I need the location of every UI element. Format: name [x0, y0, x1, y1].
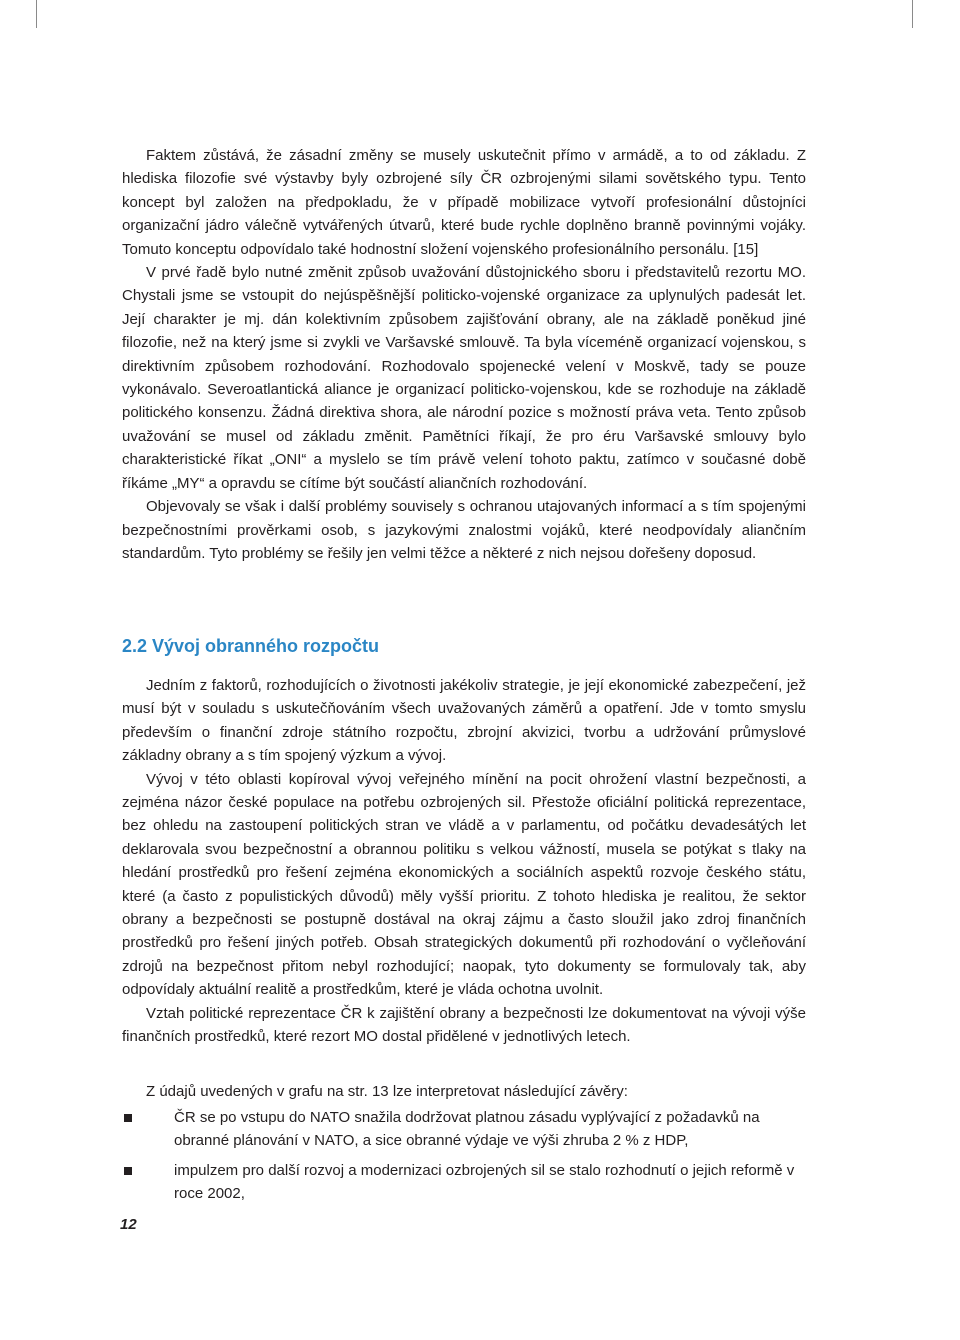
list-item-text: ČR se po vstupu do NATO snažila dodržovat platnou zásadu vyplývající z požadavků na obranné plánování v NATO, a sice obranné výdaje ve výši zhruba 2 % z HDP,	[174, 1109, 760, 1150]
paragraph: Faktem zůstává, že zásadní změny se musely uskutečnit přímo v armádě, a to od základu. Z hlediska filozofie své výstavby byly ozbrojené síly ČR ozbrojenými silami sovětského typu. Tento koncept byl založen na předpokladu, že v případě mobilizace vytvoří profesionální důstojníci organizační jádro válečně vytvářených útvarů, které bude rychle doplněno branně povinnými vojáky. Tomuto konceptu odpovídalo také hodnostní složení vojenského profesionálního personálu. [15]	[122, 147, 806, 258]
square-bullet-icon	[124, 1167, 132, 1175]
body-text-top	[122, 144, 806, 565]
paragraph: Vztah politické reprezentace ČR k zajištění obrany a bezpečnosti lze dokumentovat na vývoji výše finančních prostředků, které rezort MO dostal přidělené v jednotlivých letech.	[122, 1004, 806, 1046]
list-item	[122, 1106, 806, 1153]
paragraph: Vývoj v této oblasti kopíroval vývoj veřejného mínění na pocit ohrožení vlastní bezpečnosti, a zejména názor české populace na potřebu ozbrojených sil. Přestože oficiální politická reprezentace, bez ohledu na zastoupení politických stran ve vládě a v parlamentu, od počátku devadesátých let deklarovala svou bezpečnostní a obrannou politiku s velkou vážností, musela se potýkat s tlaky na hledání prostředků pro řešení zejména ekonomických a sociálních aspektů rozvoje českého státu, které (a často z populistických důvodů) měly vyšší prioritu. Z tohoto hlediska je realitou, že sektor obrany a bezpečnosti se postupně dostával na okraj zájmu a často sloužil jako zdroj finančních prostředků pro řešení jiných potřeb. Obsah strategických dokumentů při rozhodování o vyčleňování zdrojů na bezpečnost přitom nebyl rozhodující; naopak, tyto dokumenty se formulovaly tak, aby odpovídaly aktuální realitě a prostředkům, které je vláda ochotna uvolnit.	[122, 770, 806, 999]
square-bullet-icon	[124, 1114, 132, 1122]
list-item-text: impulzem pro další rozvoj a modernizaci ozbrojených sil se stalo rozhodnutí o jejich reformě v roce 2002,	[174, 1161, 795, 1203]
paragraph: Objevovaly se však i další problémy souvisely s ochranou utajovaných informací a s tím spojenými bezpečnostními prověrkami osob, s jazykovými znalostmi vojáků, které neodpovídaly aliančním standardům. Tyto problémy se řešily jen velmi těžce a některé z nich nejsou dořešeny doposud.	[122, 498, 806, 562]
paragraph: Z údajů uvedených v grafu na str. 13 lze interpretovat následující závěry:	[146, 1083, 628, 1100]
paragraph: V prvé řadě bylo nutné změnit způsob uvažování důstojnického sboru i představitelů rezortu MO. Chystali jsme se vstoupit do nejúspěšnější politicko-vojenské organizace za uplynulých padesát let. Její charakter je mj. dán kolektivním způsobem zajišťování obrany, ale na základě poněkud jiné filozofie, než na který jsme si zvykli ve Varšavské smlouvě. Ta byla víceméně organizací vojenskou, s direktivním způsobem rozhodování. Rozhodovalo spojenecké velení v Moskvě, tady se pouze vykonávalo. Severoatlantická aliance je organizací politicko-vojenskou, kde se rozhoduje na základě politického konsenzu. Žádná direktiva shora, ale národní pozice s možností práva veta. Tento způsob uvažování se musel od základu změnit. Pamětníci říkají, že pro éru Varšavské smlouvy bylo charakteristické říkat „ONI“ a myslelo se tím právě velení tohoto paktu, zatímco v současné době říkáme „MY“ a opravdu se cítíme být součástí aliančních rozhodování.	[122, 264, 806, 492]
conclusions-intro	[122, 1080, 806, 1103]
conclusions-list	[122, 1106, 806, 1212]
crop-mark-right	[912, 0, 913, 28]
page-number: 12	[120, 1216, 137, 1233]
section-heading: 2.2 Vývoj obranného rozpočtu	[122, 636, 380, 656]
list-item	[122, 1159, 806, 1206]
body-text-section	[122, 674, 806, 1049]
paragraph: Jedním z faktorů, rozhodujících o životnosti jakékoliv strategie, je její ekonomické zabezpečení, jež musí být v souladu s uskutečňováním všech uvažovaných záměrů a opatření. Jde v tomto smyslu především o finanční zdroje státního rozpočtu, zbrojní akvizici, tvorbu a udržování průmyslové základny obrany a s tím spojený výzkum a vývoj.	[122, 677, 806, 765]
crop-mark-left	[36, 0, 37, 28]
